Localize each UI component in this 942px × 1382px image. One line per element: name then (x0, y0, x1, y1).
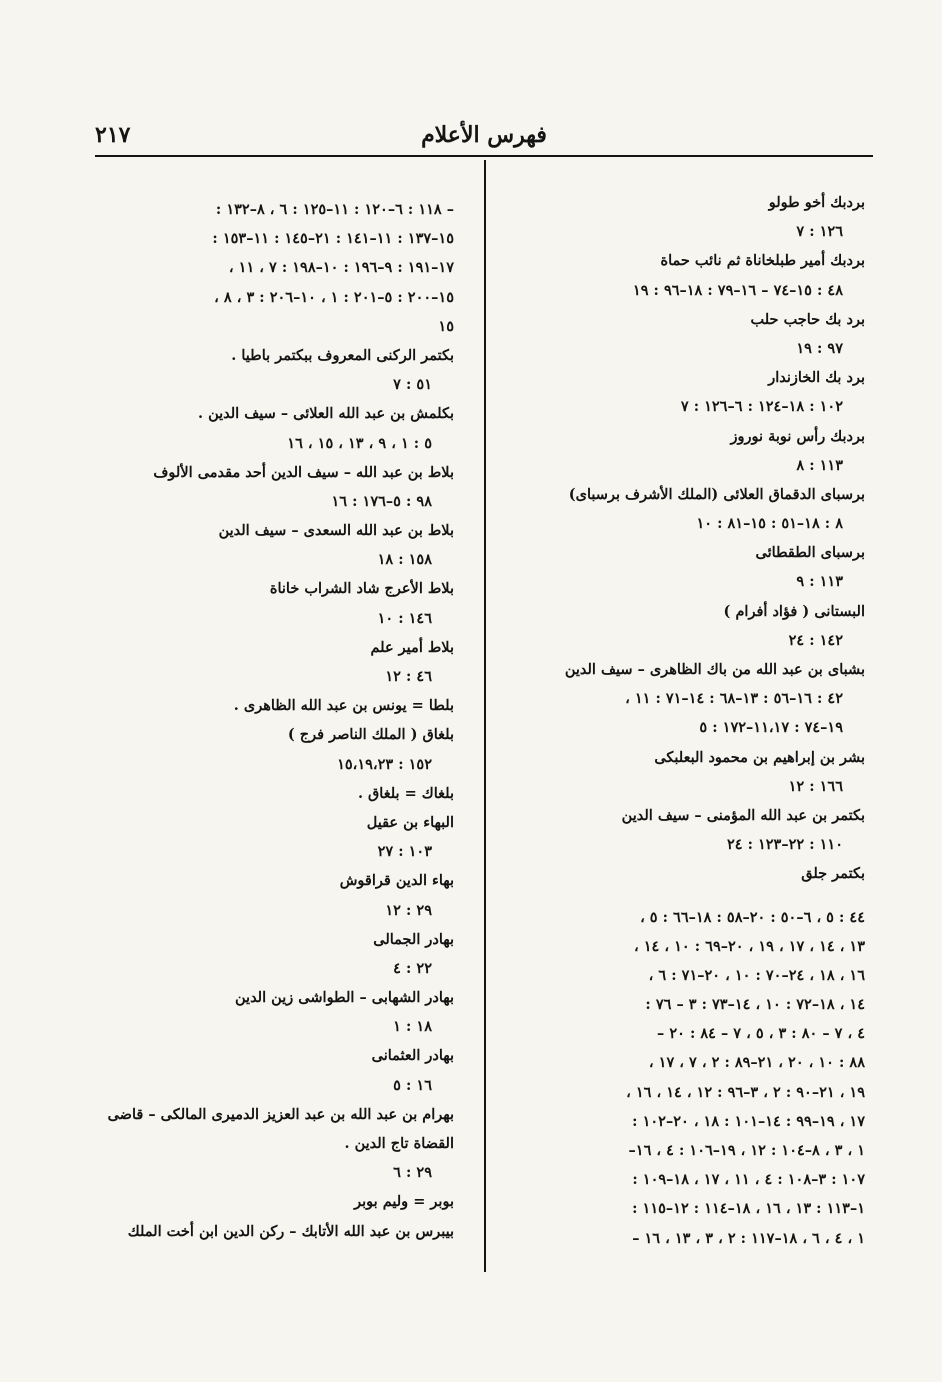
index-entry-name: بلطا = يونس بن عبد الله الظاهرى . (233, 697, 454, 715)
index-column-left (92, 195, 454, 1246)
index-entry-name: بردبك رأس نوبة نوروز (730, 427, 865, 445)
index-entry-refs: ١٤٦ : ١٠ (377, 609, 432, 627)
page-header (95, 120, 873, 156)
index-entry-refs: ٤٤ : ٥ ، ٦–٥٠ : ٢٠–٥٨ : ١٨–٦٦ : ٥ ، (640, 908, 865, 926)
index-entry-refs: ٢٩ : ٦ (393, 1164, 432, 1182)
index-entry-refs: ١٥٨ : ١٨ (377, 551, 432, 569)
page-number: ٢١٧ (95, 122, 131, 148)
index-entry-name: القضاة تاج الدين . (344, 1135, 454, 1152)
index-entry-name: بيبرس بن عبد الله الأتابك – ركن الدين ابن أخت الملك (127, 1222, 454, 1240)
column-spacer (497, 889, 865, 903)
index-entry-name: برد بك حاجب حلب (750, 310, 865, 328)
index-entry-refs: ٨ : ١٨–٥١ : ١٥–٨١ : ١٠ (696, 515, 843, 533)
index-entry-name: بوبر = وليم بوبر (354, 1193, 454, 1211)
index-entry-refs: ١ ، ٣ ، ٨–١٠٤ : ١٢ ، ١٩–١٠٦ : ٤ ، ١٦– (628, 1142, 865, 1159)
index-entry-name: بشر بن إبراهيم بن محمود البعلبكى (654, 748, 865, 766)
index-entry-name: البستانى ( فؤاد أفرام ) (723, 602, 865, 620)
index-entry-refs: ١٤٢ : ٢٤ (788, 631, 843, 649)
index-entry-refs: ١٩–٧٤ : ١١،١٧–١٧٢ : ٥ (699, 719, 843, 737)
index-entry-refs: ١–١١٣ : ١٣ ، ١٦ ، ١٨–١١٤ : ١٢–١١٥ : (632, 1200, 865, 1218)
index-entry-name: بشباى بن عبد الله من باك الظاهرى – سيف الدين (564, 661, 865, 678)
index-entry-name: بلغاق ( الملك الناصر فرج ) (287, 726, 454, 744)
index-entry-name: بكتمر جلق (801, 865, 865, 883)
index-entry-name: بهادر الجمالى (373, 930, 454, 948)
index-entry-refs: ١٨ : ١ (393, 1018, 432, 1036)
index-entry-refs: ٤ ، ٧ – ٨٠ : ٣ ، ٥ ، ٧ – ٨٤ : ٢٠ – (657, 1025, 865, 1043)
index-entry-name: بهادر العثمانى (371, 1047, 454, 1065)
index-entry-refs: ٤٢ : ١٦–٥٦ : ١٣–٦٨ : ١٤–٧١ : ١١ ، (625, 690, 843, 708)
index-entry-refs: ١٤ ، ١٨–٧٢ : ١٠ ، ١٤–٧٣ : ٣ – ٧٦ : (645, 996, 865, 1014)
index-entry-name: بهرام بن عبد الله بن عبد العزيز الدميرى المالكى – قاضى (107, 1105, 454, 1123)
index-entry-refs: ٢٢ : ٤ (393, 959, 432, 977)
index-entry-name: بلاط بن عبد الله السعدى – سيف الدين (218, 522, 454, 540)
index-entry-refs: ١٩ ، ٢١–٩٠ : ٢ ، ٣–٩٦ : ١٢ ، ١٤ ، ١٦ ، (626, 1083, 865, 1101)
index-entry-name: برسباى الدقماق العلائى (الملك الأشرف برسباى) (568, 485, 865, 503)
index-entry-refs: ١٥٢ : ١٥،١٩،٢٣ (337, 755, 432, 773)
index-entry-name: بلاط الأعرج شاد الشراب خاناة (269, 580, 454, 598)
index-entry-refs: ١٦ ، ١٨ ، ٢٤–٧٠ : ١٠ ، ٢٠–٧١ : ٦ ، (648, 966, 865, 984)
index-entry-name: بردبك أخو طولو (768, 194, 865, 211)
index-entry-refs: ٩٨ : ٥–١٧٦ : ١٦ (331, 492, 432, 510)
index-entry-refs: ١٧ ، ١٩–٩٩ : ١٤–١٠١ : ١٨ ، ٢٠–١٠٢ : (632, 1112, 865, 1130)
index-entry-name: بردبك أمير طبلخاناة ثم نائب حماة (660, 252, 865, 270)
index-entry-refs: ١١٣ : ٨ (796, 456, 843, 474)
index-entry-refs: ٥١ : ٧ (393, 376, 432, 394)
index-entry-refs: ١٣ ، ١٤ ، ١٧ ، ١٩ ، ٢٠–٦٩ : ١٠ ، ١٤ ، (634, 937, 865, 955)
column-divider (484, 160, 486, 1272)
index-entry-refs: ٤٨ : ١٥–٧٤ – ١٦–٧٩ : ١٨–٩٦ : ١٩ (632, 281, 843, 299)
index-column-right (497, 188, 865, 1253)
index-entry-name: برسباى الطقطائى (755, 544, 865, 562)
index-entry-name: البهاء بن عقيل (366, 813, 454, 831)
index-entry-name: بكتمر الركنى المعروف ببكتمر باطيا . (231, 346, 454, 364)
index-entry-name: بكتمر بن عبد الله المؤمنى – سيف الدين (621, 806, 865, 824)
index-entry-refs: ١١٣ : ٩ (796, 573, 843, 591)
page-title: فهرس الأعلام (421, 122, 547, 148)
index-entry-refs: ١٦ : ٥ (393, 1076, 432, 1094)
index-entry-refs: ١٥–١٣٧ : ١١–١٤١ : ٢١–١٤٥ : ١١–١٥٣ : (212, 230, 454, 248)
index-entry-refs: ١٥–٢٠٠ : ٥–٢٠١ : ١ ، ١٠–٢٠٦ : ٣ ، ٨ ، (214, 288, 454, 306)
header-rule (95, 155, 873, 157)
index-entry-refs: – ١١٨ : ٦–١٢٠ : ١١–١٢٥ : ٦ ، ٨–١٣٢ : (215, 201, 454, 218)
index-entry-name: بلغاك = بلغاق . (357, 784, 454, 802)
index-entry-refs: ١٠٣ : ٢٧ (377, 843, 432, 861)
index-entry-refs: ٢٩ : ١٢ (385, 901, 432, 919)
index-entry-refs: ١٧–١٩١ : ٩–١٩٦ : ١٠–١٩٨ : ٧ ، ١١ ، (228, 259, 454, 277)
index-entry-name: بلاط أمير علم (370, 638, 454, 656)
index-entry-refs: ١٠٧ : ٣–١٠٨ : ٤ ، ١١ ، ١٧ ، ١٨–١٠٩ : (632, 1171, 865, 1189)
index-entry-name: بهادر الشهابى – الطواشى زين الدين (235, 989, 454, 1007)
index-entry-refs: ١١٠ : ٢٢–١٢٣ : ٢٤ (726, 836, 843, 854)
index-entry-name: بهاء الدين قراقوش (339, 872, 454, 890)
index-entry-refs: ١٦٦ : ١٢ (788, 777, 843, 795)
index-entry-refs: ٤٦ : ١٢ (385, 668, 432, 685)
index-entry-refs: ٨٨ : ١٠ ، ٢٠ ، ٢١–٨٩ : ٢ ، ٧ ، ١٧ ، (648, 1054, 865, 1072)
index-entry-refs: ٩٧ : ١٩ (796, 339, 843, 357)
index-entry-name: بلاط بن عبد الله – سيف الدين أحد مقدمى الألوف (153, 463, 454, 481)
index-entry-refs: ٥ : ١ ، ٩ ، ١٣ ، ١٥ ، ١٦ (287, 434, 432, 452)
index-entry-name: بكلمش بن عبد الله العلائى – سيف الدين . (197, 405, 454, 423)
index-entry-refs: ١٢٦ : ٧ (796, 223, 843, 241)
index-entry-name: برد بك الخازندار (768, 369, 865, 387)
index-entry-refs: ١ ، ٤ ، ٦ ، ١٨–١١٧ : ٢ ، ٣ ، ١٣ ، ١٦ – (632, 1229, 865, 1247)
index-entry-refs: ١٥ (438, 317, 454, 335)
index-entry-refs: ١٠٢ : ١٨–١٢٤ : ٦–١٢٦ : ٧ (680, 398, 843, 416)
